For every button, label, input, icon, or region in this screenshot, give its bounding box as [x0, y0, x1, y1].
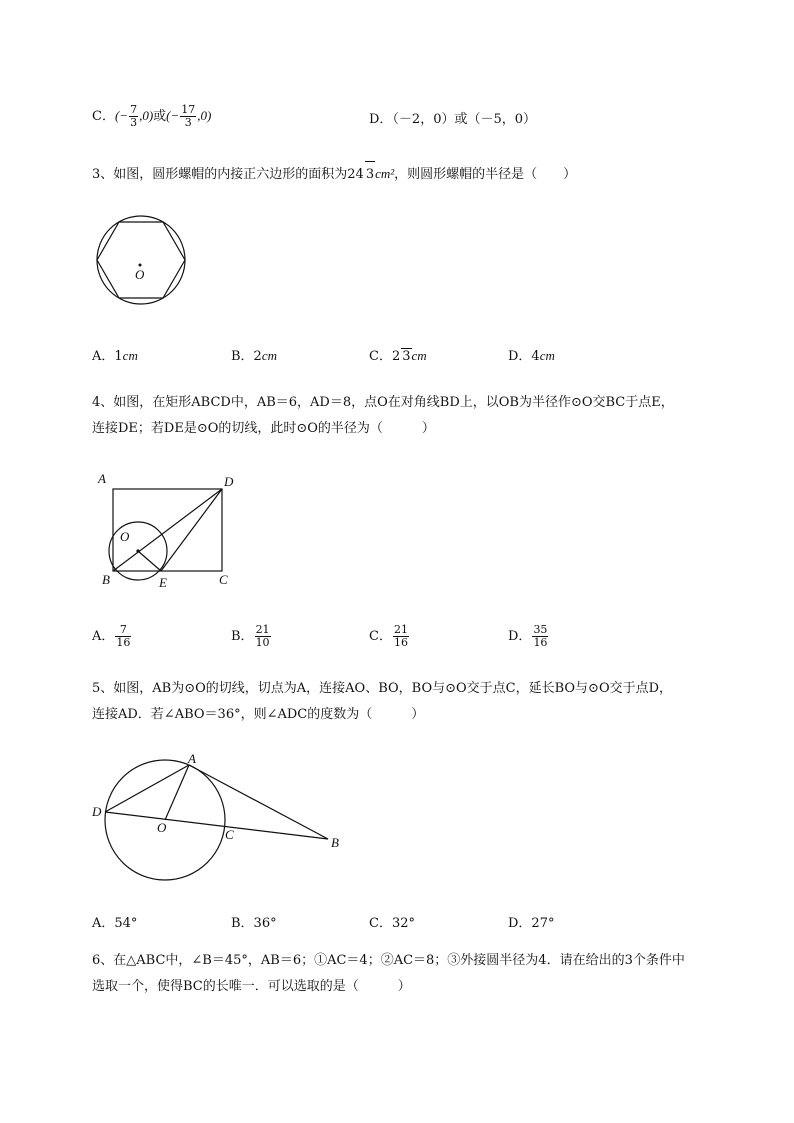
q5-tangent-ab [189, 765, 328, 839]
q2-option-d[interactable]: D．（－2，0）或（－5，0） [369, 112, 537, 127]
q3-stem: 3、如图，圆形螺帽的内接正六边形的面积为24 3cm²，则圆形螺帽的半径是（ ） [92, 161, 576, 188]
q5-segment-ao [165, 765, 189, 820]
q3-option-a[interactable]: A．1cm [92, 348, 138, 364]
q4-option-d[interactable]: D． $\frac{35}{16}$ [508, 623, 548, 649]
q4-segment-de [161, 489, 222, 571]
q5-stem-line2: 连接AD．若∠ABO＝36°，则∠ADC的度数为（ ） [92, 707, 425, 722]
q5-option-b[interactable]: B．36° [231, 916, 277, 931]
q5-label-d: D [92, 804, 102, 819]
q2-option-c-frac1: $\frac{7}{3}$ [130, 103, 138, 129]
q4-label-a: A [98, 471, 106, 486]
q2-option-c-label: C． [92, 109, 115, 124]
q6-stem-line1: 6、在△ABC中，∠B＝45°，AB＝6；①AC＝4；②AC＝8；③外接圆半径为4．请在给出的3个条件中 [92, 953, 685, 968]
q5-option-d[interactable]: D．27° [508, 916, 555, 931]
q4-label-o: O [120, 529, 130, 544]
q3-circle [97, 216, 185, 304]
q4-stem-line1: 4、如图，在矩形ABCD中，AB＝6，AD＝8，点O在对角线BD上，以OB为半径作⊙O交BC于点E， [92, 395, 674, 410]
q5-label-b: B [331, 835, 339, 850]
q3-option-b[interactable]: B．2cm [231, 348, 277, 364]
q4-label-c: C [219, 572, 228, 587]
q3-hexagon-figure [90, 212, 200, 312]
q5-segment-db [105, 812, 328, 839]
q4-option-c[interactable]: C． $\frac{21}{16}$ [369, 623, 408, 649]
q3-option-d[interactable]: D．4cm [508, 348, 555, 364]
q5-option-a[interactable]: A．54° [92, 916, 138, 931]
q5-label-c: C [225, 827, 234, 842]
q4-rectangle-figure [92, 468, 252, 593]
q3-stem-root: 3 [365, 161, 375, 188]
q4-label-d: D [224, 474, 234, 489]
q2-option-c[interactable]: C．(− $\frac{7}{3}$ ,0)或(− $\frac{17}{3}$ ,0) [92, 103, 212, 129]
q4-label-e: E [159, 575, 167, 590]
q5-option-c[interactable]: C．32° [369, 916, 415, 931]
q4-center-dot [136, 549, 139, 552]
q2-option-c-frac2: $\frac{17}{3}$ [181, 103, 196, 129]
q4-stem-line2: 连接DE；若DE是⊙O的切线，此时⊙O的半径为（ ） [92, 421, 435, 436]
q5-segment-da [105, 765, 189, 812]
q2-option-c-or: 或 [153, 109, 167, 124]
q4-label-b: B [102, 572, 110, 587]
q5-label-o: O [157, 820, 167, 835]
q5-tangent-figure [88, 748, 348, 883]
q3-option-c[interactable]: C．2 3cm [369, 348, 427, 364]
q4-segment-oe [138, 551, 161, 571]
q3-hexagon [97, 222, 185, 298]
q3-stem-unit: cm² [375, 166, 395, 181]
q6-stem-line2: 选取一个，使得BC的长唯一．可以选取的是（ ） [92, 979, 411, 994]
q5-stem-line1: 5、如图，AB为⊙O的切线，切点为A，连接AO、BO，BO与⊙O交于点C，延长BO与⊙O交于点D， [92, 681, 673, 696]
q4-option-b[interactable]: B． $\frac{21}{10}$ [231, 623, 270, 649]
q3-center-label: O [135, 267, 145, 282]
q5-label-a: A [188, 751, 196, 766]
q4-option-a[interactable]: A． $\frac{7}{16}$ [92, 623, 131, 649]
